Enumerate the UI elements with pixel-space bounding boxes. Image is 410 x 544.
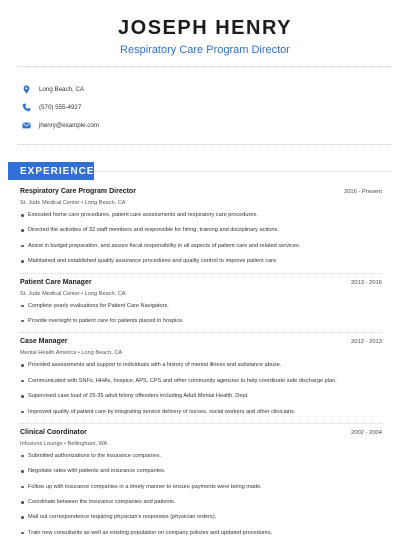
job-company: Infusions Lounge: [20, 440, 63, 447]
job-role: Clinical Coordinator: [20, 428, 87, 436]
job-company: St. Jude Medical Center: [20, 200, 80, 206]
job-bullet: Complete yearly evaluations for Patient Care Navigators.: [20, 302, 382, 310]
header-divider: [18, 66, 392, 67]
job-bullet: Executed home care procedures, patient care assessments and respiratory care procedures.: [20, 211, 382, 219]
experience-section-heading: EXPERIENCE: [8, 162, 94, 180]
job-role: Respiratory Care Program Director: [20, 188, 136, 195]
job-bullet: Communicated with SNFs, HHAs, hospice, APS, CPS and other community agencies to help coordinate safe discharge plan.: [20, 377, 382, 385]
job-bullet: Maintained and established quality assurance procedures and quality control to improve patient care.: [20, 257, 382, 265]
phone-icon: [22, 103, 31, 112]
job-dates: 2002 - 2004: [351, 429, 382, 436]
job-bullets: [20, 452, 382, 537]
job-bullet: Submitted authorizations to the insurance companies.: [20, 452, 382, 460]
job-location: Long Beach, CA: [81, 350, 123, 357]
job-entry: [20, 188, 382, 265]
job-bullet: Coordinate between the insurance companies and patients.: [20, 498, 382, 506]
job-company-location: Infusions Lounge • Bellingham, WA: [20, 440, 108, 447]
job-bullet: Negotiate rates with patients and insurance companies.: [20, 467, 382, 475]
location-pin-icon: [22, 85, 31, 94]
job-company: St. Jude Medical Center: [20, 290, 80, 297]
job-company-location: St. Jude Medical Center • Long Beach, CA: [20, 290, 126, 297]
contact-location: [22, 83, 84, 95]
contact-location-text: Long Beach, CA: [39, 85, 85, 93]
job-bullets: [20, 302, 382, 325]
job-bullet: Provided assessments and support to individuals with a history of mental illness and substance abuse.: [20, 361, 382, 369]
contact-email-text: jhenry@example.com: [39, 121, 99, 129]
job-company: Mental Health America: [20, 350, 77, 357]
candidate-name: JOSEPH HENRY: [118, 17, 292, 39]
job-company-location: St. Jude Medical Center • Long Beach, CA: [20, 200, 126, 206]
job-bullet: Mail out correspondence requiring physician's responses (physician orders).: [20, 513, 382, 521]
job-entry: [20, 338, 382, 415]
contact-phone-text: (570) 555-4927: [39, 103, 82, 111]
job-location: Bellingham, WA: [67, 440, 108, 447]
section-rule: [94, 171, 392, 172]
candidate-title: Respiratory Care Program Director: [120, 44, 290, 56]
experience-list: [20, 188, 382, 544]
job-dates: 2012 - 2013: [351, 339, 382, 346]
job-location: Long Beach, CA: [84, 200, 126, 206]
job-dates: 2016 - Present: [343, 189, 382, 195]
job-location: Long Beach, CA: [84, 290, 126, 297]
resume-header: [0, 17, 410, 57]
job-bullet: Improved quality of patient care by integrating service delivery of nurses, social workers and other clinicians.: [20, 408, 382, 416]
job-role: Case Manager: [20, 338, 68, 346]
job-company-location: Mental Health America • Long Beach, CA: [20, 350, 123, 357]
job-bullet: Supervised case load of 25-35 adult felony offenders including Adult Mental Health, Dept.: [20, 392, 382, 400]
job-bullet: Train new consultants as well as existing population on company policies and updated procedures.: [20, 529, 382, 537]
job-divider: [20, 423, 382, 424]
job-bullet: Assist in budget preparation, and assure fiscal responsibility in all aspects of patient care and related services.: [20, 242, 382, 250]
job-role: Patient Care Manager: [20, 278, 92, 286]
job-bullets: [20, 211, 382, 265]
contact-phone: [22, 101, 81, 113]
job-bullets: [20, 361, 382, 415]
job-bullet: Directed the activities of 32 staff members and responsible for hiring, training and disciplinary actions.: [20, 226, 382, 234]
job-divider: [20, 332, 382, 333]
envelope-icon: [22, 121, 31, 130]
job-dates: 2013 - 2016: [351, 279, 382, 286]
job-divider: [20, 273, 382, 274]
job-bullet: Provide oversight to patient care for patients placed in hospice.: [20, 317, 382, 325]
job-entry: [20, 429, 382, 537]
job-bullet: Follow up with insurance companies in a timely manner to ensure payments were being made.: [20, 483, 382, 491]
contact-email: [22, 119, 99, 131]
contact-divider: [18, 144, 392, 145]
job-entry: [20, 279, 382, 325]
